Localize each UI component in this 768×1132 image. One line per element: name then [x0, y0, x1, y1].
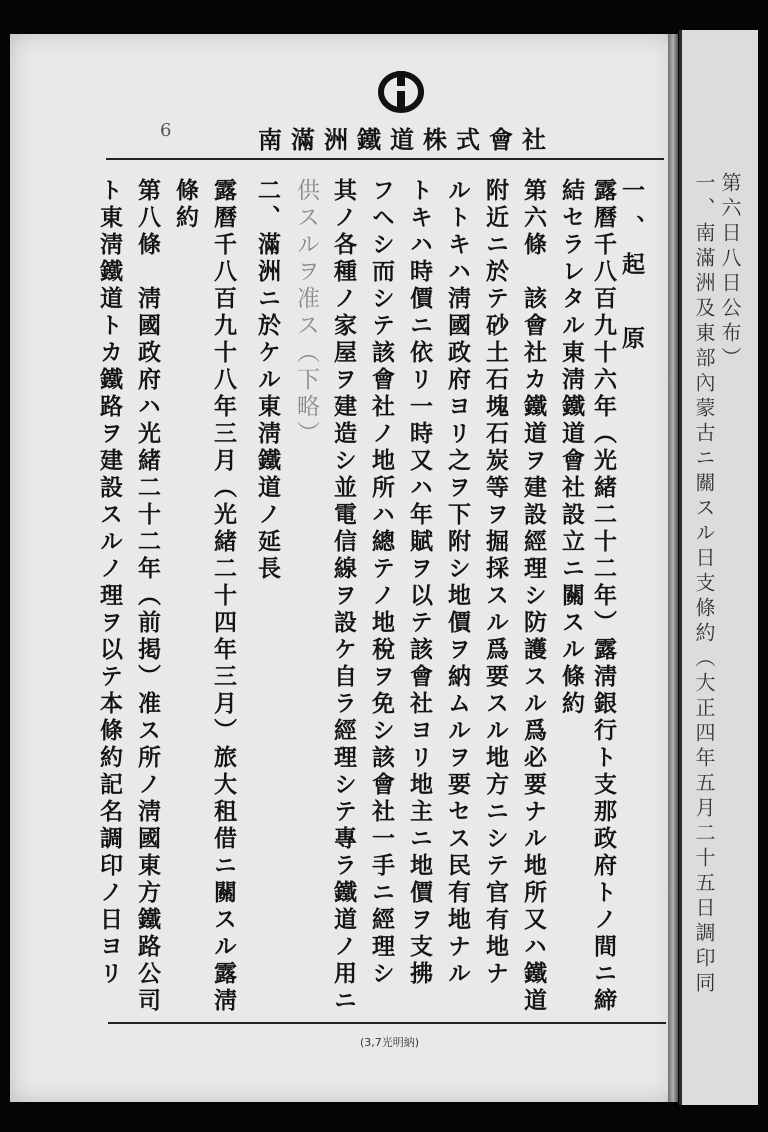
right-page-column: 第六日八日公布） [718, 172, 742, 372]
text-column: 附近ニ於テ砂土石塊石炭等ヲ掘採スル爲要スル地方ニシテ官有地ナ [482, 178, 509, 988]
text-column: 結セラレタル東淸鐵道會社設立ニ關スル條約 [558, 178, 585, 718]
section-heading-origin: 一、起 原 [618, 178, 645, 363]
text-column: 第六條 該會社カ鐵道ヲ建設經理シ防護スル爲必要ナル地所又ハ鐵道 [520, 178, 547, 1015]
book-spine [668, 34, 678, 1102]
right-page-column: 一、南滿洲及東部內蒙古ニ關スル日支條約（大正四年五月二十五日調印同 [692, 172, 716, 997]
header-rule [106, 158, 664, 160]
text-column: ト東淸鐵道トカ鐵路ヲ建設スルノ理ヲ以テ本條約記名調印ノ日ヨリ [96, 178, 123, 988]
text-column: 供スルヲ准ス（下略） [293, 178, 319, 448]
text-column: ルトキハ淸國政府ヨリ之ヲ下附シ地價ヲ納ムルヲ要セス民有地ナル [444, 178, 471, 988]
text-column: 露曆千八百九十八年三月（光緒二十四年三月）旅大租借ニ關スル露淸 [210, 178, 237, 1015]
page-number: 6 [160, 120, 172, 141]
company-header: 南滿洲鐵道株式會社 [258, 125, 555, 154]
text-column: 條約 [172, 178, 199, 232]
text-column: フヘシ而シテ該會社ノ地所ハ總テノ地稅ヲ免シ該會社一手ニ經理シ [368, 178, 395, 988]
text-column: 露曆千八百九十六年（光緒二十二年）露淸銀行ト支那政府トノ間ニ締 [590, 178, 617, 1015]
text-column: 其ノ各種ノ家屋ヲ建造シ並電信線ヲ設ケ自ラ經理シテ專ラ鐵道ノ用ニ [330, 178, 357, 1015]
printer-imprint: (3,7光明納) [360, 1036, 420, 1049]
text-column: 第八條 淸國政府ハ光緒二十二年（前掲）准ス所ノ淸國東方鐵路公司 [134, 178, 161, 1015]
footer-rule [108, 1022, 666, 1024]
section-heading-extension: 二、滿洲ニ於ケル東淸鐵道ノ延長 [254, 178, 281, 583]
company-logo-icon [377, 68, 425, 114]
text-column: トキハ時價ニ依リ一時又ハ年賦ヲ以テ該會社ヨリ地主ニ地價ヲ支拂 [406, 178, 433, 988]
